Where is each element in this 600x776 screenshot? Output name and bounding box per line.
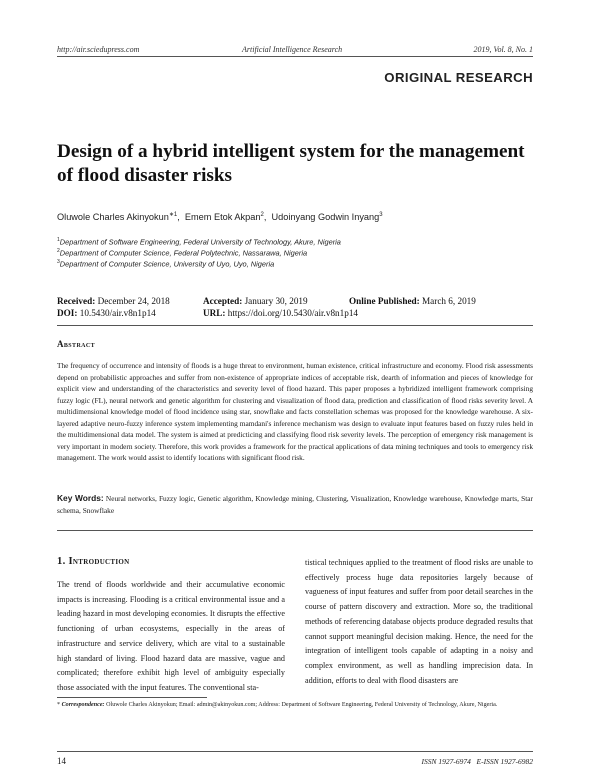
- section-label: ORIGINAL RESEARCH: [384, 70, 533, 85]
- published-label: Online Published:: [349, 296, 420, 306]
- meta-rule: [57, 325, 533, 326]
- issn-electronic: E-ISSN 1927-6982: [476, 757, 533, 766]
- keywords-label: Key Words:: [57, 493, 104, 503]
- author-name: Oluwole Charles Akinyokun: [57, 212, 169, 223]
- author-sup: 3: [379, 212, 383, 218]
- accepted-date: [203, 296, 308, 306]
- abstract-text: The frequency of occurrence and intensity of floods is a huge threat to environment, human existence, critical infrastructure and economy. Flood risk assessments depend on probabilistic approaches and suffer from non-existence of appropriate indices of acceptable risk, dearth of information and pieces of knowledge for explicit view and understanding of the characteristics and severity level of flood hazard. This paper proposes a hybridized intelligent framework comprising fuzzy logic (FL), neural network and genetic algorithm for clustering and visualization of flood data, prediction and classification of flood risks severity level. A multidimensional knowledge model of flood incidence using star, snowflake and facts constellation schemas was proposed for the knowledge warehouse. A six-layered adaptive neuro-fuzzy inference system implementing mamdani's inference mechanism was design to evaluate input features based on fuzzy rules held in the multidimensional data model. The system is aimed at predicticing and classifying flood risk severity levels. The perception of emergency risk management is very important in modern society. Therefore, this work provides a framework for the practical applications of data mining techniques and tools to emergency risk management. The work would assist to identify locations with significant flood risk.: [57, 361, 533, 463]
- header-journal: Artificial Intelligence Research: [242, 45, 343, 54]
- affiliation: [57, 248, 307, 257]
- affiliation-num: 1: [57, 237, 60, 243]
- doi-label: DOI:: [57, 308, 78, 318]
- url-label: URL:: [203, 308, 226, 318]
- section-number: 1.: [57, 556, 66, 567]
- author-sup: 2: [260, 212, 264, 218]
- footnote-rule: [57, 697, 207, 698]
- issn: [422, 757, 533, 766]
- affiliation: [57, 259, 274, 268]
- author-name: Udoinyang Godwin Inyang: [271, 212, 380, 223]
- author-list: Oluwole Charles Akinyokun$^{∗1}$, Emem Etok Akpan$^2$, Udoinyang Godwin Inyang$^3$: [57, 212, 383, 223]
- received-value: December 24, 2018: [97, 296, 170, 306]
- received-label: Received:: [57, 296, 96, 306]
- accepted-label: Accepted:: [203, 296, 243, 306]
- accepted-value: January 30, 2019: [244, 296, 308, 306]
- received-date: [57, 296, 170, 306]
- published-date: [349, 296, 476, 306]
- url-link[interactable]: https://doi.org/10.5430/air.v8n1p14: [227, 308, 359, 318]
- affiliation-text: Department of Computer Science, University of Uyo, Uyo, Nigeria: [59, 259, 275, 269]
- body-column-left: The trend of floods worldwide and their accumulative economic impacts is increasing. Flooding is a critical environmental issue and a leading hazard in most developing economies. It disrupts the effective functioning of urban ecosystems, especially in the areas of infrastructure and service delivery, which are vital to a sustainable high standard of living. Flood hazard data are massive, vague and complicated; therefore exhibit high level of ambiguity especially those associated with the input features. The conventional sta-: [57, 580, 285, 692]
- section-heading: [57, 556, 130, 567]
- affiliation-text: Department of Software Engineering, Federal University of Technology, Akure, Nigeria: [59, 237, 341, 247]
- header-url[interactable]: http://air.sciedupress.com: [57, 45, 140, 54]
- header-volume: 2019, Vol. 8, No. 1: [473, 45, 533, 54]
- author-name: Emem Etok Akpan: [184, 212, 261, 223]
- footer-rule: [57, 751, 533, 752]
- footnote-text: Oluwole Charles Akinyokun; Email: admin@akinyokun.com; Address: Department of Software Engineering, Federal University of Technology, Akure, Nigeria.: [106, 702, 498, 708]
- header-rule: [57, 56, 533, 57]
- paper-title: Design of a hybrid intelligent system for the management of flood disaster risks: [57, 141, 525, 186]
- issn-print: ISSN 1927-6974: [421, 757, 471, 766]
- abstract-heading: Abstract: [57, 339, 96, 349]
- footnote-label: Correspondence:: [61, 702, 105, 708]
- keywords-rule: [57, 530, 533, 531]
- author-sup: ∗1: [168, 212, 178, 218]
- affiliation-num: 3: [57, 259, 60, 265]
- doi-value[interactable]: 10.5430/air.v8n1p14: [79, 308, 156, 318]
- affiliation-text: Department of Computer Science, Federal Polytechnic, Nassarawa, Nigeria: [59, 248, 308, 258]
- footnote: * Correspondence: Oluwole Charles Akinyokun; Email: admin@akinyokun.com; Address: Department of Software Engineering, Federal University of Technology, Akure, Nigeria.: [57, 702, 498, 708]
- published-value: March 6, 2019: [422, 296, 476, 306]
- body-column-right: tistical techniques applied to the treatment of flood risks are unable to effectively process huge data repositories largely because of vagueness of input features and suffer from poor detail searches in the course of pattern discovery and extraction. More so, the traditional methods of referencing database objects produce degraded results that cannot support meaningful decision making. Hence, the need for the integration of intelligent tools capable of adapting in a noisy and complex environment, as well as handling imprecision data. In addition, efforts to deal with flood disasters are: [305, 558, 533, 685]
- affiliation: [57, 237, 341, 246]
- doi-url: [203, 308, 358, 318]
- page-number: 14: [57, 756, 66, 766]
- affiliation-num: 2: [57, 248, 60, 254]
- keywords-text: Neural networks, Fuzzy logic, Genetic algorithm, Knowledge mining, Clustering, Visualization, Knowledge warehouse, Knowledge marts, Star schema, Snowflake: [57, 494, 533, 515]
- keywords: [57, 493, 533, 516]
- doi: [57, 308, 156, 318]
- section-title: Introduction: [68, 556, 130, 567]
